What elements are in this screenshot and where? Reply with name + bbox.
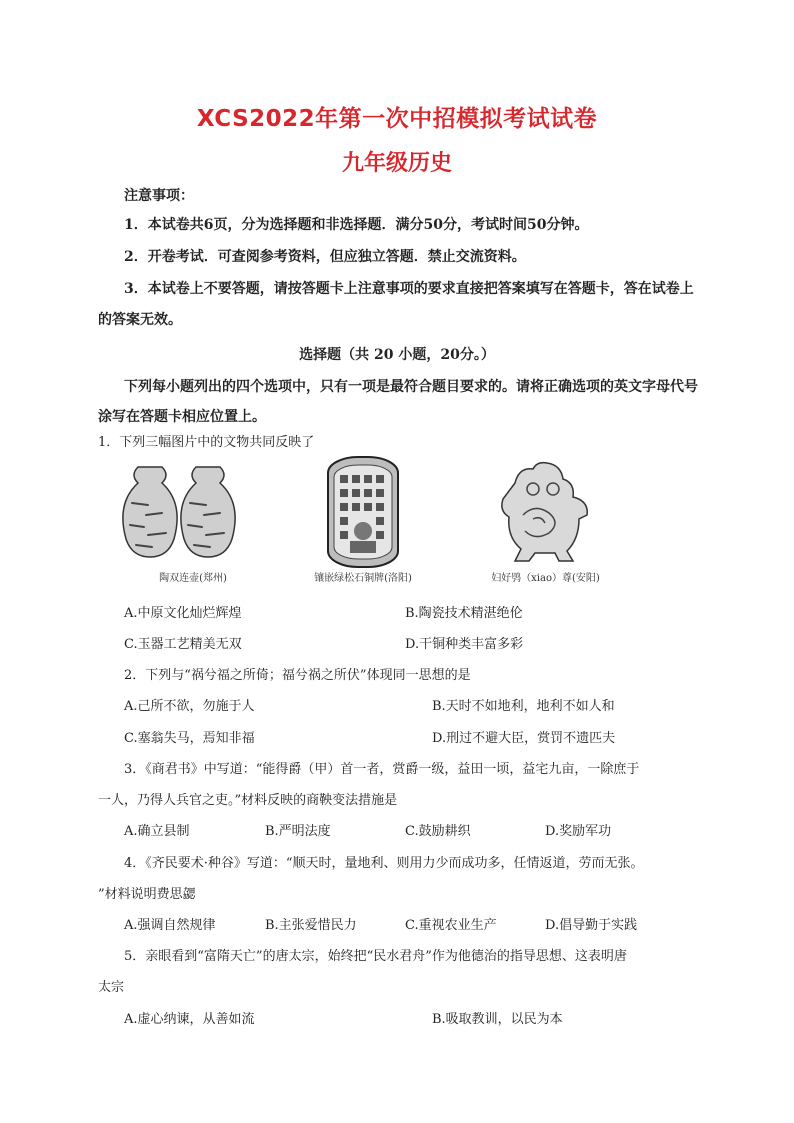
pottery-jar-image xyxy=(118,453,268,571)
owl-vessel-image xyxy=(463,453,628,571)
q1-option-a[interactable]: A.中原文化灿烂辉煌 xyxy=(124,606,242,621)
q3-option-d[interactable]: D.奖励军功 xyxy=(545,824,612,839)
q3-stem-2: 一人，乃得人兵官之吏。”材料反映的商鞅变法措施是 xyxy=(98,793,398,808)
notice-item-2: 2．开卷考试．可查阅参考资料，但应独立答题．禁止交流资料。 xyxy=(124,249,526,265)
q4-option-c[interactable]: C.重视农业生产 xyxy=(405,918,497,933)
section-heading: 选择题（共 20 小题，20分。） xyxy=(299,347,495,363)
figure-pottery-jar xyxy=(118,453,268,588)
q2-option-c[interactable]: C.塞翁失马，焉知非福 xyxy=(124,731,255,746)
q2-option-a[interactable]: A.己所不欲，勿施于人 xyxy=(124,699,255,714)
q3-stem-1: 3．《商君书》中写道：“能得爵（甲）首一者，赏爵一级，益田一顷，益宅九亩，一除庶于 xyxy=(124,762,640,777)
q2-stem: 2．下列与“祸兮福之所倚；福兮祸之所伏”体现同一思想的是 xyxy=(124,668,471,683)
exam-subtitle: 九年级历史 xyxy=(341,151,452,176)
q4-option-d[interactable]: D.倡导勤于实践 xyxy=(545,918,638,933)
notice-item-3: 3．本试卷上不要答题，请按答题卡上注意事项的要求直接把答案填写在答题卡，答在试卷上 xyxy=(124,281,694,297)
figure-caption-3: 妇好鸮（xiao）尊(安阳) xyxy=(491,573,600,584)
q4-stem-2: ”材料说明费思勰 xyxy=(98,887,196,902)
q2-option-b[interactable]: B.天时不如地利，地利不如人和 xyxy=(432,699,615,714)
q4-option-b[interactable]: B.主张爱惜民力 xyxy=(265,918,357,933)
bronze-plaque-image xyxy=(288,453,438,571)
figure-owl-vessel xyxy=(463,453,628,588)
q2-option-d[interactable]: D.刑过不避大臣，赏罚不遗匹夫 xyxy=(432,731,616,746)
q3-option-a[interactable]: A.确立县制 xyxy=(124,824,190,839)
q5-option-b[interactable]: B.吸取教训，以民为本 xyxy=(432,1012,563,1027)
exam-title: XCS2022年第一次中招模拟考试试卷 xyxy=(196,106,598,132)
figure-caption-2: 镶嵌绿松石铜牌(洛阳) xyxy=(314,573,412,584)
q1-option-b[interactable]: B.陶瓷技术精湛绝伦 xyxy=(405,606,523,621)
q5-stem-2: 太宗 xyxy=(98,980,125,995)
q1-figure xyxy=(118,453,628,588)
q4-stem-1: 4．《齐民要术·种谷》写道：“顺天时，量地利、则用力少而成功多，任情返道，劳而无张。 xyxy=(124,856,644,871)
q5-option-a[interactable]: A.虚心纳谏，从善如流 xyxy=(124,1012,255,1027)
figure-caption-1: 陶双连壶(郑州) xyxy=(159,573,227,584)
q4-option-a[interactable]: A.强调自然规律 xyxy=(124,918,216,933)
notice-heading: 注意事项： xyxy=(124,188,194,204)
q1-stem: 1．下列三幅图片中的文物共同反映了 xyxy=(98,435,315,450)
notice-item-3-cont: 的答案无效。 xyxy=(98,312,182,328)
q3-option-b[interactable]: B.严明法度 xyxy=(265,824,331,839)
q1-option-c[interactable]: C.玉器工艺精美无双 xyxy=(124,637,242,652)
section-instruction-1: 下列每小题列出的四个选项中，只有一项是最符合题目要求的。请将正确选项的英文字母代号 xyxy=(124,379,698,395)
figure-bronze-plaque xyxy=(288,453,438,588)
notice-item-1: 1．本试卷共6页，分为选择题和非选择题．满分50分，考试时间50分钟。 xyxy=(124,217,589,233)
q3-option-c[interactable]: C.鼓励耕织 xyxy=(405,824,471,839)
q1-option-d[interactable]: D.干铜种类丰富多彩 xyxy=(405,637,524,652)
q5-stem-1: 5．亲眼看到“富隋天亡”的唐太宗，始终把“民水君舟”作为他德治的指导思想、这表明唐 xyxy=(124,949,627,964)
section-instruction-2: 涂写在答题卡相应位置上。 xyxy=(98,409,266,425)
